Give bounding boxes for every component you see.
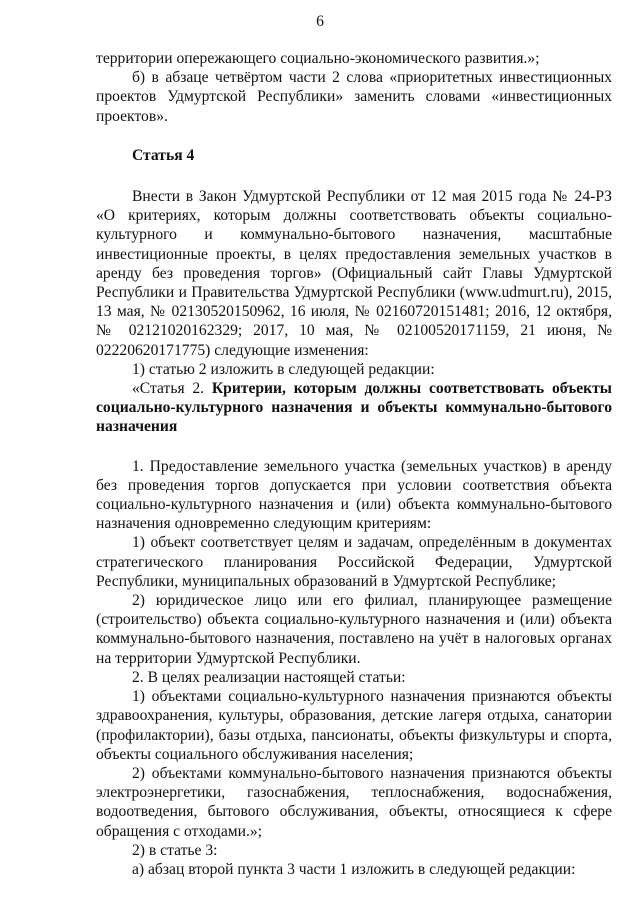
document-body xyxy=(96,49,612,879)
paragraph-definition-1: 1) объектами социально-культурного назначения признаются объекты здравоохранения, культуры, образования, детские лагеря отдыха, санатории (профилактории), базы отдыха, пансионаты, объекты физкультуры и спорта, объекты социального обслуживания населения; xyxy=(96,688,612,763)
article-2-label: «Статья 2. xyxy=(132,380,205,398)
paragraph-definition-2: 2) объектами коммунально-бытового назначения признаются объекты электроэнергетики, газоснабжения, теплоснабжения, водоснабжения, водоотведения, бытового обслуживания, объекты, относящиеся к сфере обращения с отходами.»; xyxy=(96,764,612,840)
paragraph-item-a: а) абзац второй пункта 3 части 1 изложить в следующей редакции: xyxy=(132,860,576,878)
paragraph-criterion-1: 1) объект соответствует целям и задачам, определённым в документах стратегического планирования Российской Федерации, Удмуртской Республики, муниципальных образований в Удмуртской Республике; xyxy=(96,534,612,590)
paragraph-amendment-intro: Внести в Закон Удмуртской Республики от 12 мая 2015 года № 24-РЗ «О критериях, которым должны соответствовать объекты социально-культурного и коммунально-бытового назначения, масштабные инвестиционные проекты, в целях предоставления земельных участков в аренду без проведения торгов» (Официальный сайт Главы Удмуртской Республики и Правительства Удмуртской Республики (www.udmurt.ru), 2015, 13 мая, № 02130520150962, 16 июля, № 02160720151481; 2016, 12 октября, № 02121020162329; 2017, 10 мая, № 02100520171159, 21 июня, № 02220620171775) следующие изменения: xyxy=(96,188,612,359)
page-number: 6 xyxy=(316,13,324,30)
paragraph-part-2: 2. В целях реализации настоящей статьи: xyxy=(132,668,406,686)
paragraph-item-1: 1) статью 2 изложить в следующей редакции: xyxy=(132,360,435,378)
article-2-title xyxy=(96,379,612,437)
paragraph-continuation: территории опережающего социально-экономического развития.»; xyxy=(96,50,540,67)
paragraph-item-b: б) в абзаце четвёртом части 2 слова «приоритетных инвестиционных проектов Удмуртской Республики» заменить словами «инвестиционных проектов». xyxy=(96,69,612,125)
paragraph-part-1: 1. Предоставление земельного участка (земельных участков) в аренду без проведения торгов допускается при условии соответствия объекта социально-культурного назначения и (или) объекта коммунально-бытового назначения одновременно следующим критериям: xyxy=(96,457,612,533)
article-heading: Статья 4 xyxy=(132,146,195,164)
paragraph-item-2: 2) в статье 3: xyxy=(132,841,218,859)
article-2-heading: Критерии, которым должны соответствовать объекты социально-культурного назначения и объекты коммунально-бытового назначения xyxy=(96,380,612,436)
paragraph-criterion-2: 2) юридическое лицо или его филиал, планирующее размещение (строительство) объекта социально-культурного назначения и (или) объекта коммунально-бытового назначения, поставлено на учёт в налоговых органах на территории Удмуртской Республики. xyxy=(96,592,612,667)
